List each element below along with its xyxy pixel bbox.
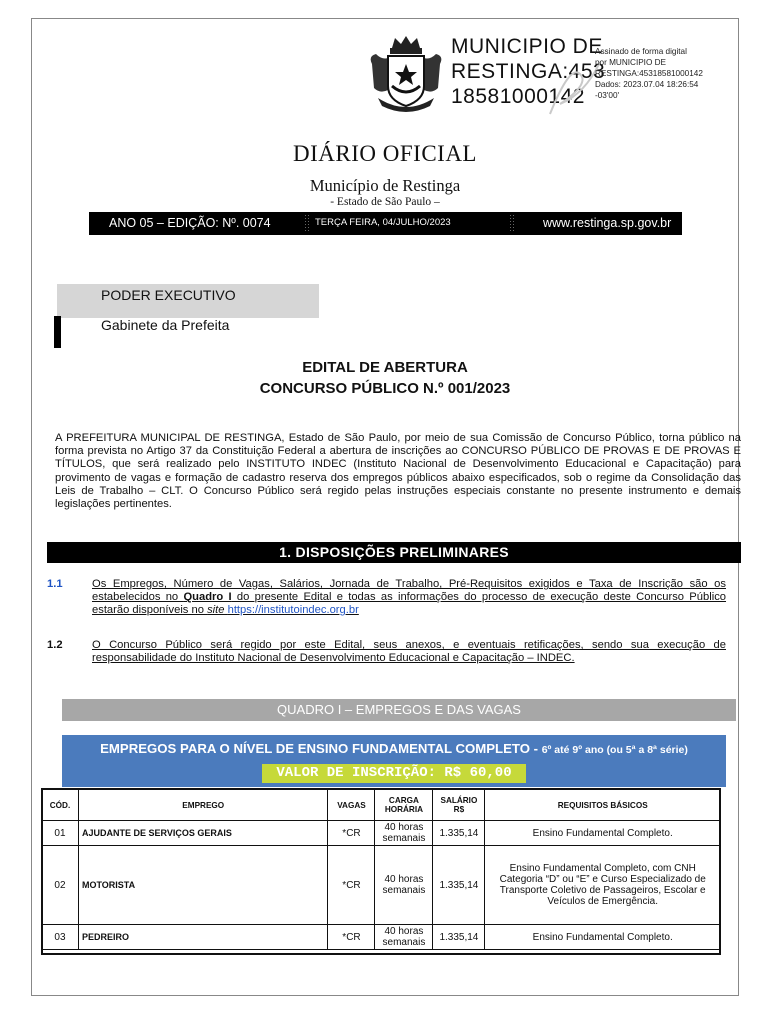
table-header-row xyxy=(42,790,721,821)
edition-number: ANO 05 – EDIÇÃO: Nº. 0074 xyxy=(109,216,271,230)
group-title xyxy=(62,741,726,756)
cell-cod: 01 xyxy=(42,821,79,846)
cell-salario: 1.335,14 xyxy=(433,821,485,846)
signer-line: RESTINGA:453 xyxy=(451,60,606,83)
cell-vagas: *CR xyxy=(328,846,375,925)
municipality-name: Município de Restinga xyxy=(309,176,461,195)
item-text-part: do presente Edital e todas as informações do processo de execução deste Concurso Público estarão disponíveis no xyxy=(92,591,727,616)
signature-note-line: -03'00' xyxy=(595,91,620,100)
col-salario: SALÁRIO R$ xyxy=(433,790,485,821)
table-row xyxy=(42,821,721,846)
cell-cod: 02 xyxy=(42,846,79,925)
journal-title: DIÁRIO OFICIAL xyxy=(293,141,477,166)
cell-emprego: PEDREIRO xyxy=(78,925,328,950)
signature-note-line: Dados: 2023.07.04 18:26:54 xyxy=(595,80,699,89)
website-link[interactable]: www.restinga.sp.gov.br xyxy=(543,216,672,230)
edital-title: EDITAL DE ABERTURA xyxy=(302,359,468,376)
group-title-main: EMPREGOS PARA O NÍVEL DE ENSINO FUNDAMENTAL COMPLETO - xyxy=(100,741,542,756)
item-text-italic: site xyxy=(207,604,225,616)
signature-note-line: Assinado de forma digital xyxy=(595,47,687,56)
cell-vagas: *CR xyxy=(328,821,375,846)
col-emprego: EMPREGO xyxy=(78,790,328,821)
edition-date: TERÇA FEIRA, 04/JULHO/2023 xyxy=(315,217,451,228)
section-marker xyxy=(54,316,61,348)
divider xyxy=(304,214,310,233)
cell-carga: 40 horas semanais xyxy=(375,925,433,950)
cell-cod: 03 xyxy=(42,925,79,950)
col-carga: CARGA HORÁRIA xyxy=(375,790,433,821)
col-vagas: VAGAS xyxy=(328,790,375,821)
cell-requisitos: Ensino Fundamental Completo. xyxy=(485,821,721,846)
cell-emprego: AJUDANTE DE SERVIÇOS GERAIS xyxy=(78,821,328,846)
section-title: PODER EXECUTIVO xyxy=(101,287,236,303)
fee-label: VALOR DE INSCRIÇÃO: R$ 60,00 xyxy=(262,764,526,783)
divider xyxy=(509,214,515,233)
signature-note xyxy=(595,46,703,101)
cell-carga: 40 horas semanais xyxy=(375,821,433,846)
edital-number: CONCURSO PÚBLICO N.º 001/2023 xyxy=(259,380,511,397)
cell-vagas: *CR xyxy=(328,925,375,950)
signer-line: MUNICIPIO DE xyxy=(451,35,603,58)
cell-carga: 40 horas semanais xyxy=(375,846,433,925)
item-number: 1.1 xyxy=(47,578,63,590)
section-heading: 1. DISPOSIÇÕES PRELIMINARES xyxy=(47,542,741,563)
state-name: - Estado de São Paulo – xyxy=(330,196,440,208)
col-cod: CÓD. xyxy=(42,790,79,821)
edition-bar xyxy=(89,212,682,235)
signature-note-line: RESTINGA:45318581000142 xyxy=(595,69,703,78)
item-text-bold: Quadro I xyxy=(183,591,232,603)
table-row xyxy=(42,846,721,925)
municipal-crest-icon xyxy=(368,34,444,114)
jobs-table xyxy=(41,789,721,950)
item-text xyxy=(92,578,726,617)
institute-link[interactable]: https://institutoindec.org.br xyxy=(227,604,359,616)
item-text-part: Os Empregos, Número de Vagas, Salários, Jornada de Trabalho, Pré-Requisitos exigidos e Taxa de Inscrição são os estabelecidos no xyxy=(92,578,726,603)
intro-paragraph: A PREFEITURA MUNICIPAL DE RESTINGA, Estado de São Paulo, por meio de sua Comissão de Concurso Público, torna público na forma prevista no Artigo 37 da Constituição Federal a abertura de inscrições ao CONCURSO PÚBLICO DE PROVAS E DE PROVAS E TÍTULOS, que será realizado pelo INSTITUTO INDEC (Instituto Nacional de Desenvolvimento Educacional e Capacitação) para provimento de vagas e formação de cadastro reserva dos empregos públicos abaixo especificados, sob o regime da Consolidação das Leis de Trabalho – CLT. O Concurso Público será regido pelas instruções especiais constante no presente instrumento e demais legislações pertinentes. xyxy=(55,432,741,511)
item-number: 1.2 xyxy=(47,639,63,651)
signer-line: 18581000142 xyxy=(451,85,585,108)
item-text: O Concurso Público será regido por este Edital, seus anexos, e eventuais retificações, sendo sua execução de responsabilidade do Instituto Nacional de Desenvolvimento Educacional e Capacitação – INDEC. xyxy=(92,639,726,664)
quadro-title: QUADRO I – EMPREGOS E DAS VAGAS xyxy=(62,699,736,721)
col-requisitos: REQUISITOS BÁSICOS xyxy=(485,790,721,821)
cell-salario: 1.335,14 xyxy=(433,846,485,925)
table-row xyxy=(42,925,721,950)
signature-note-line: por MUNICIPIO DE xyxy=(595,58,666,67)
cell-requisitos: Ensino Fundamental Completo, com CNH Categoria “D” ou “E” e Curso Especializado de Transporte Coletivo de Passageiros, Escolar e Veículos de Emergência. xyxy=(485,846,721,925)
section-subtitle: Gabinete da Prefeita xyxy=(101,317,230,333)
cell-requisitos: Ensino Fundamental Completo. xyxy=(485,925,721,950)
group-title-small: 6º até 9º ano (ou 5ª a 8ª série) xyxy=(541,744,688,756)
cell-salario: 1.335,14 xyxy=(433,925,485,950)
cell-emprego: MOTORISTA xyxy=(78,846,328,925)
